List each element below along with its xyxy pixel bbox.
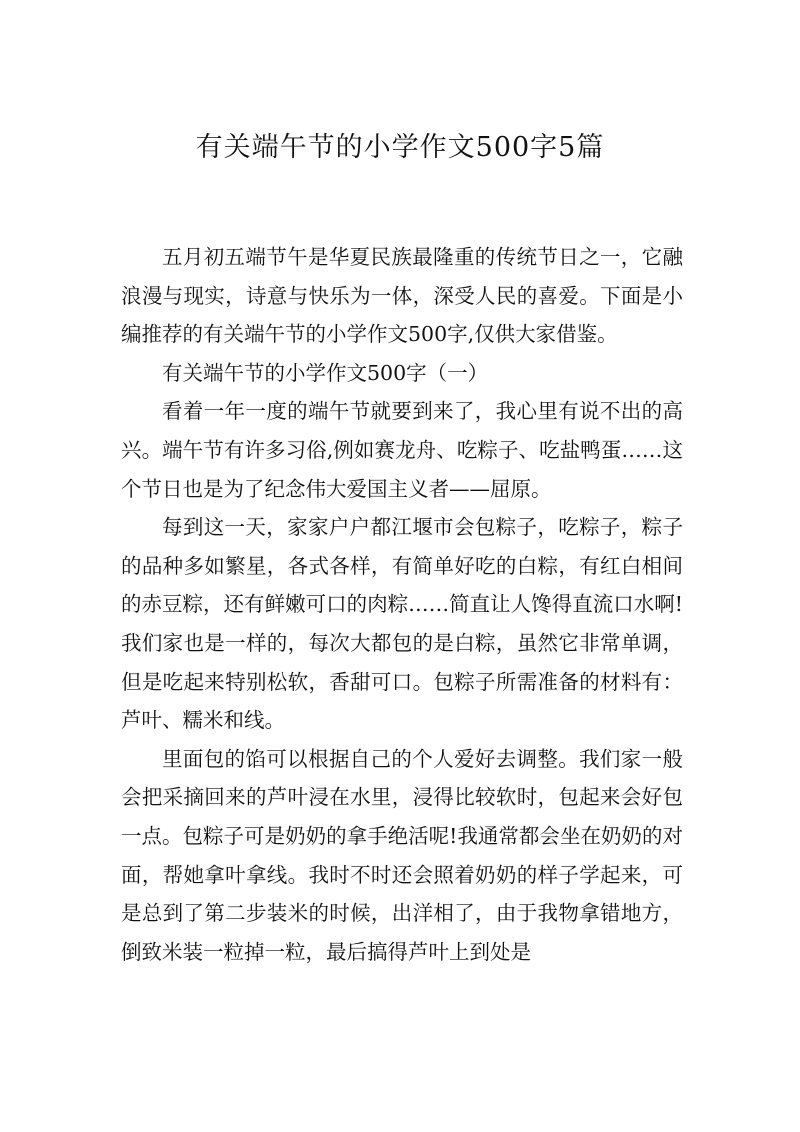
intro-paragraph: 五月初五端节午是华夏民族最隆重的传统节日之一，它融浪漫与现实，诗意与快乐为一体，深受人民的喜爱。下面是小编推荐的有关端午节的小学作文500字,仅供大家借鉴。 <box>121 245 683 347</box>
body-paragraph: 里面包的馅可以根据自己的个人爱好去调整。我们家一般会把采摘回来的芦叶浸在水里，浸得比较软时，包起来会好包一点。包粽子可是奶奶的拿手绝活呢!我通常都会坐在奶奶的对面，帮她拿叶拿线。我时不时还会照着奶奶的样子学起来，可是总到了第二步装米的时候，出洋相了，由于我物拿错地方，倒致米装一粒掉一粒，最后搞得芦叶上到处是 <box>121 746 683 964</box>
body-paragraph: 看着一年一度的端午节就要到来了，我心里有说不出的高兴。端午节有许多习俗,例如赛龙舟、吃粽子、吃盐鸭蛋……这个节日也是为了纪念伟大爱国主义者——屈原。 <box>121 399 683 501</box>
document-title: 有关端午节的小学作文500字5篇 <box>195 132 605 163</box>
section-heading: 有关端午节的小学作文500字（一） <box>162 360 489 385</box>
body-paragraph: 每到这一天，家家户户都江堰市会包粽子，吃粽子，粽子的品种多如繁星，各式各样，有简单好吃的白粽，有红白相间的赤豆粽，还有鲜嫩可口的肉粽……简直让人馋得直流口水啊!我们家也是一样的，每次大都包的是白粽，虽然它非常单调，但是吃起来特别松软，香甜可口。包粽子所需准备的材料有：芦叶、糯米和线。 <box>121 515 683 733</box>
document-body <box>121 238 683 971</box>
